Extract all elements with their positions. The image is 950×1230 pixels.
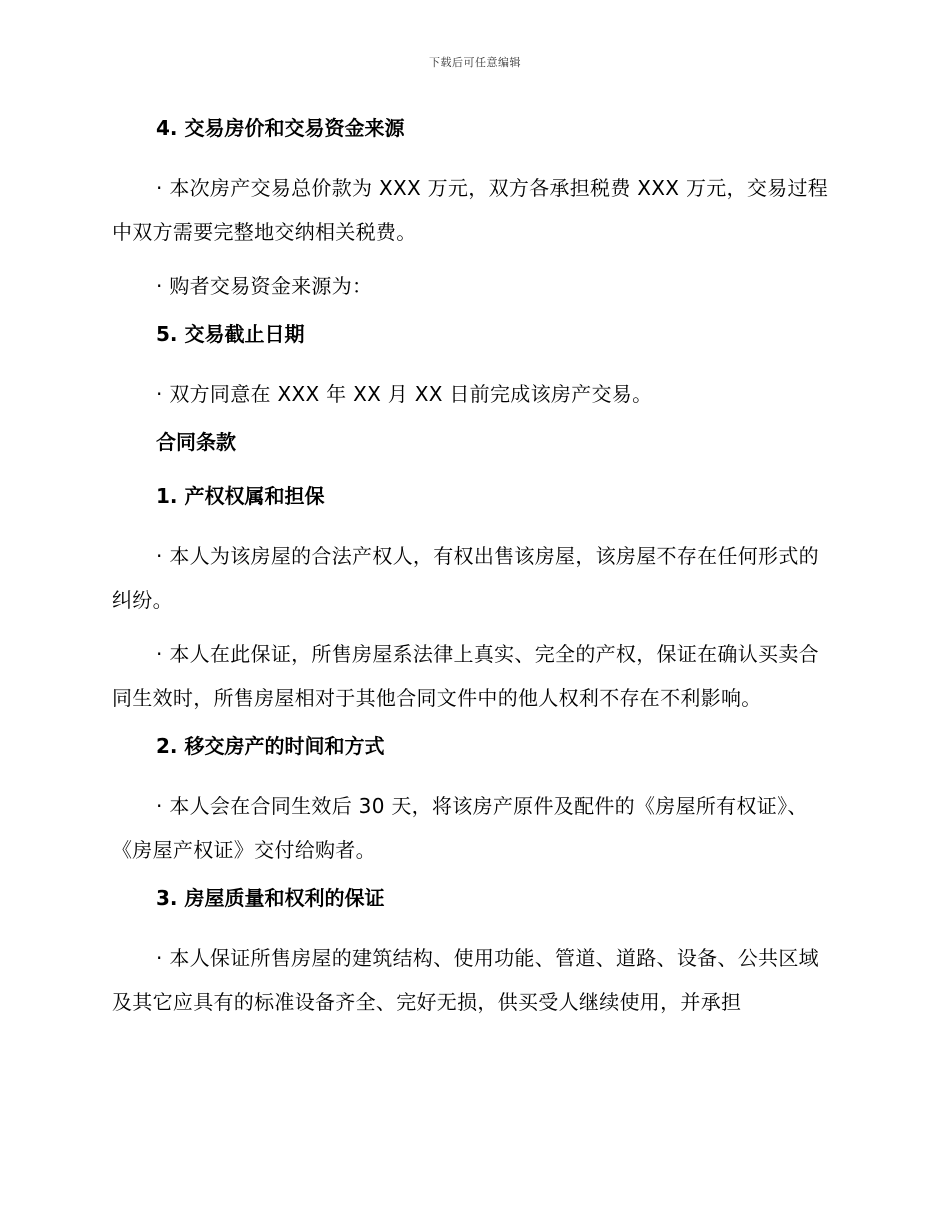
section-heading-transaction-price: 4. 交易房价和交易资金来源: [156, 116, 405, 140]
paragraph-ownership-guarantee: · 本人在此保证，所售房屋系法律上真实、完全的产权，保证在确认买卖合同生效时，所售房屋相对于其他合同文件中的他人权利不存在不利影响。: [112, 642, 819, 710]
paragraph-deadline: · 双方同意在 XXX 年 XX 月 XX 日前完成该房产交易。: [156, 382, 653, 406]
paragraph-total-price: · 本次房产交易总价款为 XXX 万元，双方各承担税费 XXX 万元，交易过程中双方需要完整地交纳相关税费。: [112, 176, 829, 244]
section-heading-handover: 2. 移交房产的时间和方式: [156, 734, 385, 758]
paragraph-quality: · 本人保证所售房屋的建筑结构、使用功能、管道、道路、设备、公共区域及其它应具有的标准设备齐全、完好无损，供买受人继续使用，并承担: [112, 946, 819, 1014]
page-header-note: 下载后可任意编辑: [429, 56, 521, 69]
paragraph-handover: · 本人会在合同生效后 30 天，将该房产原件及配件的《房屋所有权证》、《房屋产权证》交付给购者。: [112, 794, 808, 862]
section-heading-quality: 3. 房屋质量和权利的保证: [156, 886, 385, 910]
paragraph-legal-owner: · 本人为该房屋的合法产权人，有权出售该房屋，该房屋不存在任何形式的纠纷。: [112, 544, 819, 612]
document-body: [112, 112, 832, 1034]
paragraph-fund-source: · 购者交易资金来源为：: [156, 274, 373, 298]
section-heading-ownership: 1. 产权权属和担保: [156, 484, 325, 508]
section-heading-deadline: 5. 交易截止日期: [156, 322, 305, 346]
section-heading-contract-terms: 合同条款: [156, 430, 236, 454]
